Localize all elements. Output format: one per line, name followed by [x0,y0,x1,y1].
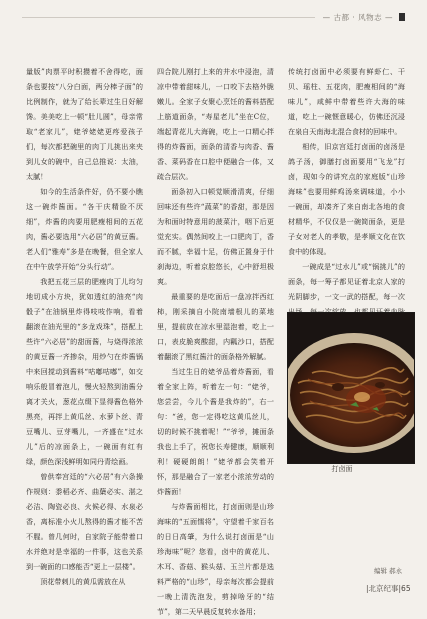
paragraph [157,499,274,619]
header-marker [399,13,405,21]
column-2 [157,64,274,616]
paragraph [26,574,143,589]
page-header [22,10,405,24]
paragraph [26,469,143,574]
paragraph [288,139,405,259]
paragraph [26,274,143,469]
paragraph [288,64,405,139]
paragraph-text: 四合院儿刚打上来的井水中浸泡，清凉中带着甜味儿，一口咬下去格外脆嫩儿。全家子女聚心烹饪的酱料搭配上筋道面条，“寿星老儿”坐在C位，端起青花儿大海碗，吃上一口精心拌得的炸酱面，面条的清香与肉香、酱香、菜码香在口腔中便融合一体，又疏合层次。 [157,67,274,181]
noodle-photo [287,312,415,464]
paragraph-text: 最重要的是吃面后一盘凉拌西红柿，刚采摘自小院南墙根儿的菜地里，提前放在凉水里湿泡着，吃上一口，表皮脆爽酸甜，内瓤沙口，搭配着翻滚了黑红酱汁的面条格外解腻。 [157,292,274,361]
paragraph-text: 如今的生活条件好，仍不要小瞧这一碗炸酱面。“各干庆精脸不厌细”，炸酱的肉要用肥瘦相间的五花肉，酱必要选用“六必居”的黄豆酱。老人们“雅寿”多是在晚餐，但全家人在中午放学开始“分头行动”。 [26,187,143,271]
editor-credit: 编辑 郝永 [374,567,403,575]
paragraph [157,64,274,184]
section-title: — 古都 · 风物志 — [322,12,393,22]
paragraph-text: 一碗成是“过水儿”或“锅挑儿”的面条，每一筹子都见证着北京人家的光阴脚步，一文一武的搭配，每一次 [288,262,405,301]
paragraph [157,289,274,364]
paragraph-text: 顶花带刺儿的黄瓜需放在从 [40,577,126,586]
paragraph [157,364,274,499]
paragraph-text: 与炸酱面相比，打卤面则是山珍海味的“五面懦将”，守望着千家百名的日日高肇，为什么说打卤面是“山珍海味”呢？您看，卤中的黄花儿、木耳、香菇、猴头菇、玉兰片都是选料严格的“山珍”，母亲每次都会提前一晚上清洗泡发，剪掉啥牙的“结节”，第二天早晨反复转水备用； [157,502,274,616]
paragraph-text: 量版”肉票平时积攒着不舍得吃，面条也要按“八分白面，两分棒子面”的比例制作，就为了给长辈过生日好解馋。美美吃上一顿“肚儿圆”，母亲常取“老家儿”，姥爷姥姥更疼爱孩子们，每次都把碗里的肉丁儿挑出来夹到儿女的碗中，自己总推说：太油，太腻！ [26,67,143,181]
page-number: |北京纪事|65 [366,584,411,593]
paragraph [26,184,143,274]
paragraph-text: 面条初入口顿觉顺滑清爽，仔细回味还有些许“蔬菜”的香甜，那是因为和面时特意用的菠菜汁，咽下后更觉充实。偶然间咬上一口肥肉丁，香而不腻，幸福十足，仿佛正置身于什刹海边，听着京腔悠长，心中舒坦极爽。 [157,187,274,286]
header-rule [22,17,315,18]
paragraph-text: 传统打卤面中必须要有鲜虾仁、干贝、瑶柱、五花肉，肥瘦相间的“海味儿”，咸鲜中带着些许大海的味道，吃上一碗惬意暖心，仿佛还沉浸在泉自天南海北混合食材的回味中。 [288,67,405,136]
paragraph [26,64,143,184]
paragraph-text: 我把五花三层的肥瘦肉丁儿均匀地切成小方块，犹如透红的油亮“肉骰子”在油锅里炸得吱吱作响，看着翻滚在油光里的“多龙戏珠”，搭配上些许“六必居”的甜面酱，与烧得浓浓的黄豆酱一齐掺杂，用炒勺在炸酱锅中来回搅动到酱料“咕嘟咕嘟”，如交响乐般冒着泡儿，慢火轻熬到油酱分离才关火，葱花点缀下显得酱色格外黑亮，再拌上黄瓜丝、水萝卜丝、青豆嘴儿、豆芽嘴儿，一齐盛在“过水儿”后的凉面条上，一碗面有红有绿，颜色深浅鲜明如同丹青绘画。 [26,277,143,466]
paragraph-text: 相传，旧京宫廷打卤面的卤汤是鸽子汤，御膳打卤面要用“飞龙”打卤，现如今的讲究点的家庭版“山珍海味”也要用鲜鸡汤来调味道，小小一碗面，却凑齐了来自南北各地的食材精华，不仅仅是一碗简面条，更是子女对老人的孝敬，是孝顺文化在饮食中的体现。 [288,142,405,256]
photo-caption: 打卤面 [331,465,353,473]
paragraph [157,184,274,289]
column-1 [26,64,143,586]
paragraph-text: 当过生日的姥爷品着炸酱面，看着全家上阵，听着左一句：“姥爷，您尝尝，今儿个酱是我炸的”，右一句：“爸，您一定得吃这黄瓜丝儿，切的时候不挑着呢！”“爷爷，摊面条我也上手了，祝您长寿健康，顺顺利利！硬硬朗朗！”姥爷都会笑着开怀，那是融合了一家老小浓浓劳动的炸酱面！ [157,367,274,496]
paragraph-text: 曾供奉宫廷的“六必居”有六条操作规则：黍稻必齐、曲蘖必实、湛之必洁、陶瓷必良、火候必得、水泉必香，离标准小火儿熬得的酱才能不苦不腥。曾几何时，自家院子能带着口水并绝对是幸福的一件事，这也关系到一碗面的口感能否“更上一层楼”。 [26,472,143,571]
